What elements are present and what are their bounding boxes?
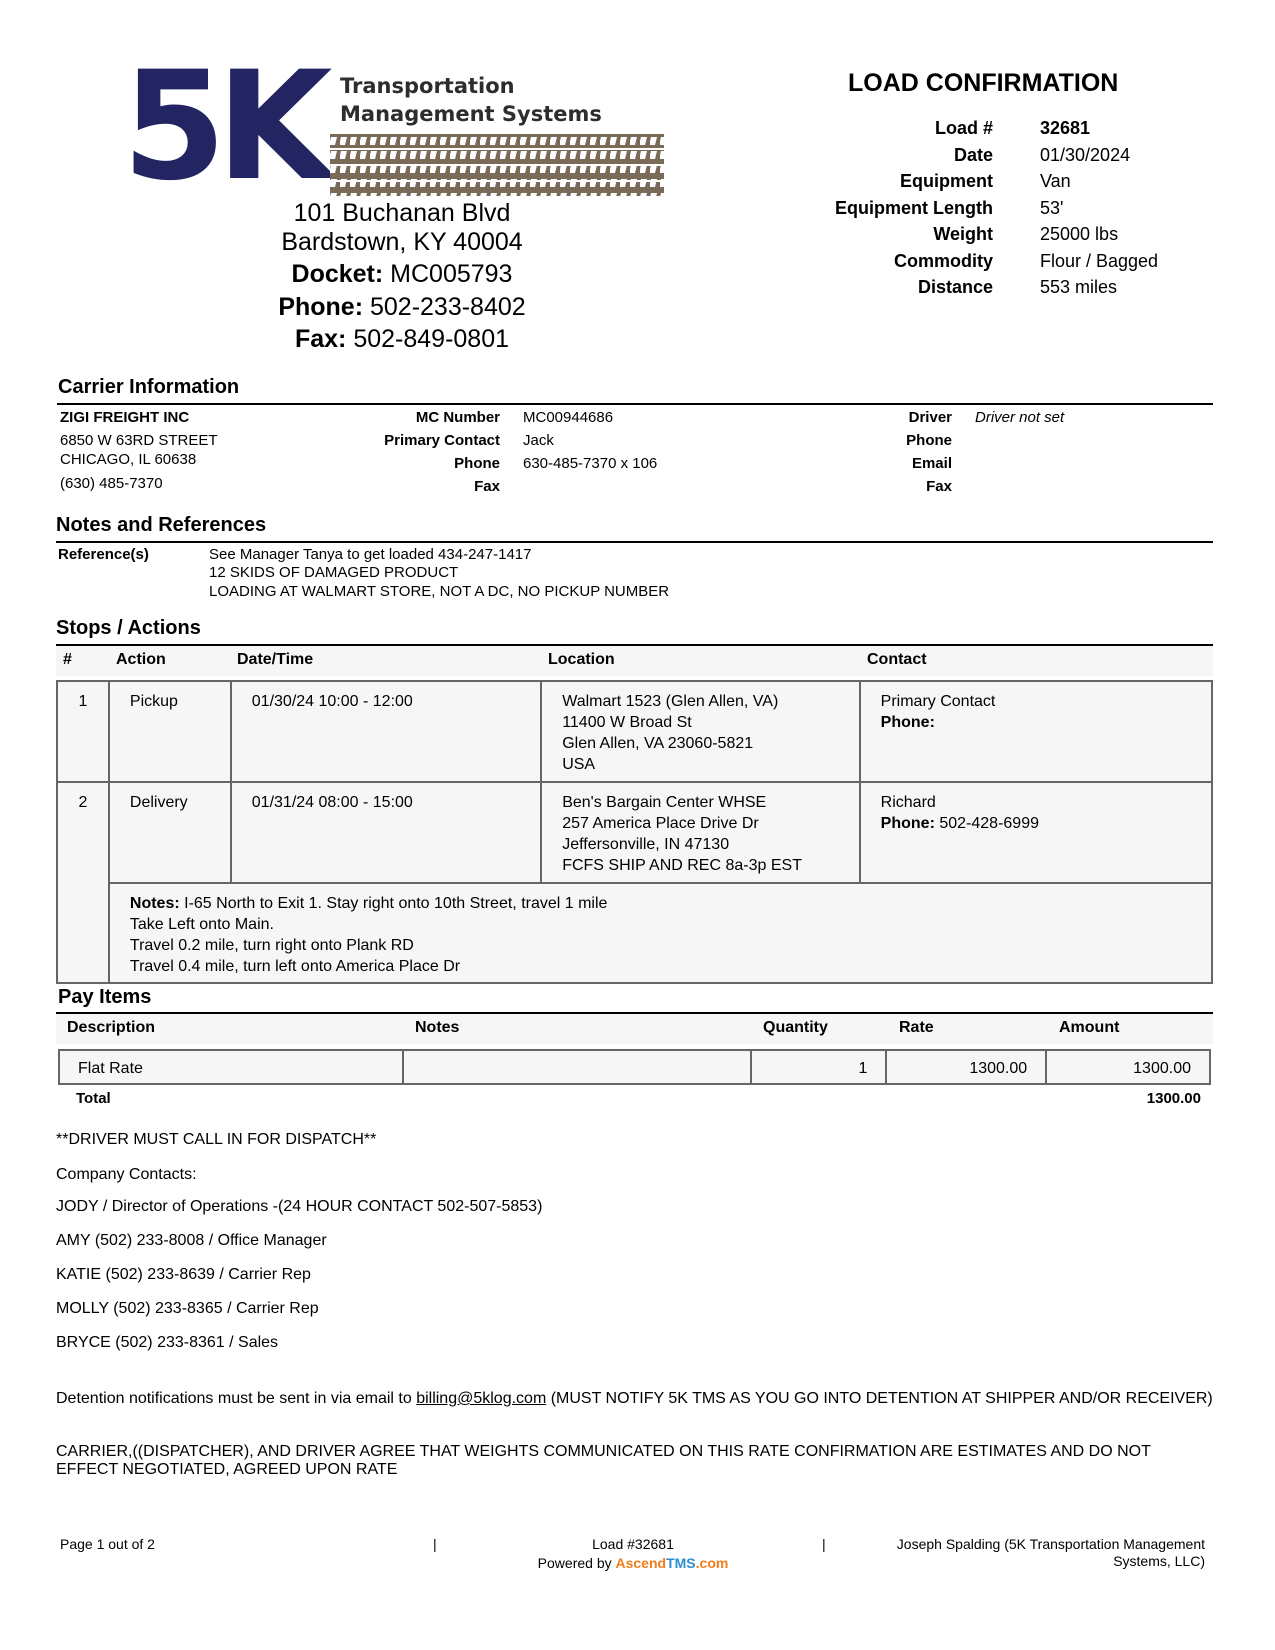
phone-label: Phone: <box>278 293 364 321</box>
fax-label: Fax: <box>294 325 347 353</box>
footer-separator: | <box>822 1536 826 1552</box>
location-line: Ben's Bargain Center WHSE <box>562 794 767 811</box>
carrier-fax-label: Fax <box>474 478 500 495</box>
stop-datetime: 01/31/24 08:00 - 15:00 <box>231 782 541 883</box>
col-number-header: # <box>63 651 72 668</box>
mc-number-label: MC Number <box>415 409 500 426</box>
contact-phone <box>881 813 1211 834</box>
pay-description: Flat Rate <box>59 1050 403 1084</box>
notes-section-title: Notes and References <box>56 514 267 536</box>
stop-number: 1 <box>57 681 109 782</box>
reference-line: 12 SKIDS OF DAMAGED PRODUCT <box>209 564 459 581</box>
pay-rate: 1300.00 <box>886 1050 1046 1084</box>
distance-value: 553 miles <box>1040 277 1118 297</box>
stops-table <box>56 680 1213 984</box>
stop-action: Pickup <box>109 681 231 782</box>
col-contact-header: Contact <box>867 651 927 668</box>
equipment-length-value: 53' <box>1040 198 1064 218</box>
mc-number-value: MC00944686 <box>523 409 614 426</box>
table-row <box>57 681 1212 782</box>
stops-section-title: Stops / Actions <box>56 617 201 639</box>
pay-amount: 1300.00 <box>1046 1050 1210 1084</box>
driver-value: Driver not set <box>975 409 1065 426</box>
contact-phone-label: Phone: <box>880 714 935 731</box>
stop-location <box>541 681 859 782</box>
phone-value: 502-233-8402 <box>369 293 526 321</box>
stop-contact <box>860 681 1212 782</box>
carrier-street: 6850 W 63RD STREET <box>60 432 218 449</box>
driver-phone-label: Phone <box>906 432 952 449</box>
brand-tms: TMS <box>666 1555 696 1571</box>
contact-name: Primary Contact <box>880 693 996 710</box>
brand-com: .com <box>695 1555 729 1571</box>
commodity-label: Commodity <box>894 251 993 271</box>
col-quantity-header: Quantity <box>763 1019 828 1036</box>
brand-ascend: Ascend <box>615 1555 667 1571</box>
stop-action: Delivery <box>109 782 231 883</box>
stop-notes-line: Travel 0.2 mile, turn right onto Plank RD <box>129 937 414 954</box>
stop-location <box>541 782 859 883</box>
company-contacts-title: Company Contacts: <box>56 1166 197 1183</box>
company-docket <box>262 259 542 289</box>
contact-phone <box>881 712 1211 733</box>
stop-notes-line <box>130 893 1211 914</box>
stop-notes <box>109 883 1212 983</box>
contact-phone-value: 502-428-6999 <box>939 815 1039 832</box>
weights-disclaimer: CARRIER,((DISPATCHER), AND DRIVER AGREE THAT WEIGHTS COMMUNICATED ON THIS RATE CONFIRMATION ARE ESTIMATES AND DO NOT EFFECT NEGOTIATED, AGREED UPON RATE <box>56 1443 1151 1478</box>
total-value: 1300.00 <box>1146 1090 1201 1107</box>
docket-label: Docket: <box>291 260 384 288</box>
pay-section-title: Pay Items <box>58 986 152 1008</box>
stop-notes-line: Travel 0.4 mile, turn left onto America Place Dr <box>129 958 461 975</box>
detention-text-2: (MUST NOTIFY 5K TMS AS YOU GO INTO DETENTION AT SHIPPER AND/OR RECEIVER) <box>546 1390 1213 1407</box>
fax-value: 502-849-0801 <box>353 325 510 353</box>
document-title: LOAD CONFIRMATION <box>848 69 1119 97</box>
contact-line: JODY / Director of Operations -(24 HOUR CONTACT 502-507-5853) <box>56 1198 543 1215</box>
powered-by <box>520 1555 746 1571</box>
carrier-phone-main: (630) 485-7370 <box>60 475 163 492</box>
carrier-name: ZIGI FREIGHT INC <box>60 409 190 426</box>
stop-contact <box>860 782 1212 883</box>
col-datetime-header: Date/Time <box>237 651 314 668</box>
contact-phone-label: Phone: <box>880 815 935 832</box>
weight-label: Weight <box>933 224 993 244</box>
commodity-value: Flour / Bagged <box>1040 251 1159 271</box>
location-line: USA <box>562 756 596 773</box>
pay-quantity: 1 <box>751 1050 887 1084</box>
distance-label: Distance <box>917 277 993 297</box>
carrier-section-title: Carrier Information <box>58 376 240 398</box>
logo-subtitle: Transportation Management Systems <box>340 74 602 126</box>
stop-notes-text: I-65 North to Exit 1. Stay right onto 10th Street, travel 1 mile <box>184 895 608 912</box>
powered-by-label: Powered by <box>537 1555 612 1571</box>
table-row <box>59 1050 1210 1084</box>
location-line: Walmart 1523 (Glen Allen, VA) <box>562 693 779 710</box>
stop-notes-label: Notes: <box>129 895 180 912</box>
notes-divider <box>56 541 1213 543</box>
load-number-label: Load # <box>934 118 993 138</box>
location-line: Jeffersonville, IN 47130 <box>562 836 730 853</box>
pay-table <box>58 1049 1211 1085</box>
col-description-header: Description <box>67 1019 156 1036</box>
docket-value: MC005793 <box>390 260 513 288</box>
company-address-1: 101 Buchanan Blvd <box>293 199 511 227</box>
stop-notes-line: Take Left onto Main. <box>129 916 274 933</box>
col-rate-header: Rate <box>899 1019 934 1036</box>
location-line: 257 America Place Drive Dr <box>562 815 759 832</box>
stop-number: 2 <box>57 782 109 983</box>
reference-line: See Manager Tanya to get loaded 434-247-1417 <box>209 546 532 563</box>
contact-line: BRYCE (502) 233-8361 / Sales <box>56 1334 279 1351</box>
reference-line: LOADING AT WALMART STORE, NOT A DC, NO PICKUP NUMBER <box>209 583 670 600</box>
pay-notes <box>403 1050 750 1084</box>
col-location-header: Location <box>548 651 615 668</box>
page-indicator: Page 1 out of 2 <box>60 1536 155 1552</box>
total-label: Total <box>76 1090 111 1107</box>
contact-line: KATIE (502) 233-8639 / Carrier Rep <box>56 1266 311 1283</box>
company-address-2: Bardstown, KY 40004 <box>281 228 523 256</box>
col-notes-header: Notes <box>415 1019 460 1036</box>
contact-name: Richard <box>880 794 936 811</box>
load-number-value: 32681 <box>1040 118 1091 138</box>
tire-tread-graphic <box>330 134 664 196</box>
company-fax <box>262 324 542 354</box>
contact-line: AMY (502) 233-8008 / Office Manager <box>56 1232 327 1249</box>
stop-datetime: 01/30/24 10:00 - 12:00 <box>231 681 541 782</box>
col-action-header: Action <box>116 651 166 668</box>
primary-contact-value: Jack <box>523 432 554 449</box>
driver-label: Driver <box>908 409 952 426</box>
date-value: 01/30/2024 <box>1040 145 1131 165</box>
carrier-phone-label: Phone <box>454 455 500 472</box>
billing-email-link[interactable]: billing@5klog.com <box>416 1390 547 1407</box>
location-line: 11400 W Broad St <box>562 714 692 731</box>
stops-table-header <box>56 646 1213 676</box>
footer-user: Joseph Spalding (5K Transportation Management Systems, LLC) <box>896 1536 1205 1569</box>
equipment-value: Van <box>1040 171 1071 191</box>
pay-table-header <box>56 1014 1213 1044</box>
dispatch-notice: **DRIVER MUST CALL IN FOR DISPATCH** <box>56 1131 377 1148</box>
references-label: Reference(s) <box>58 546 149 563</box>
detention-notice <box>56 1390 1216 1408</box>
carrier-divider <box>57 403 1213 405</box>
footer-load: Load #32681 <box>592 1536 674 1552</box>
logo-mark: 5K <box>122 40 323 214</box>
weight-value: 25000 lbs <box>1040 224 1119 244</box>
carrier-city: CHICAGO, IL 60638 <box>60 451 197 468</box>
location-line: FCFS SHIP AND REC 8a-3p EST <box>562 857 802 874</box>
date-label: Date <box>953 145 993 165</box>
footer-separator: | <box>433 1536 437 1552</box>
equipment-label: Equipment <box>900 171 993 191</box>
carrier-phone-value: 630-485-7370 x 106 <box>523 455 658 472</box>
driver-fax-label: Fax <box>926 478 952 495</box>
primary-contact-label: Primary Contact <box>384 432 500 449</box>
equipment-length-label: Equipment Length <box>835 198 993 218</box>
location-line: Glen Allen, VA 23060-5821 <box>562 735 754 752</box>
table-row <box>57 782 1212 883</box>
detention-text: Detention notifications must be sent in via email to <box>56 1390 417 1407</box>
driver-email-label: Email <box>911 455 952 472</box>
stop-notes-row <box>57 883 1212 983</box>
company-phone <box>262 292 542 322</box>
col-amount-header: Amount <box>1059 1019 1120 1036</box>
contact-line: MOLLY (502) 233-8365 / Carrier Rep <box>56 1300 319 1317</box>
